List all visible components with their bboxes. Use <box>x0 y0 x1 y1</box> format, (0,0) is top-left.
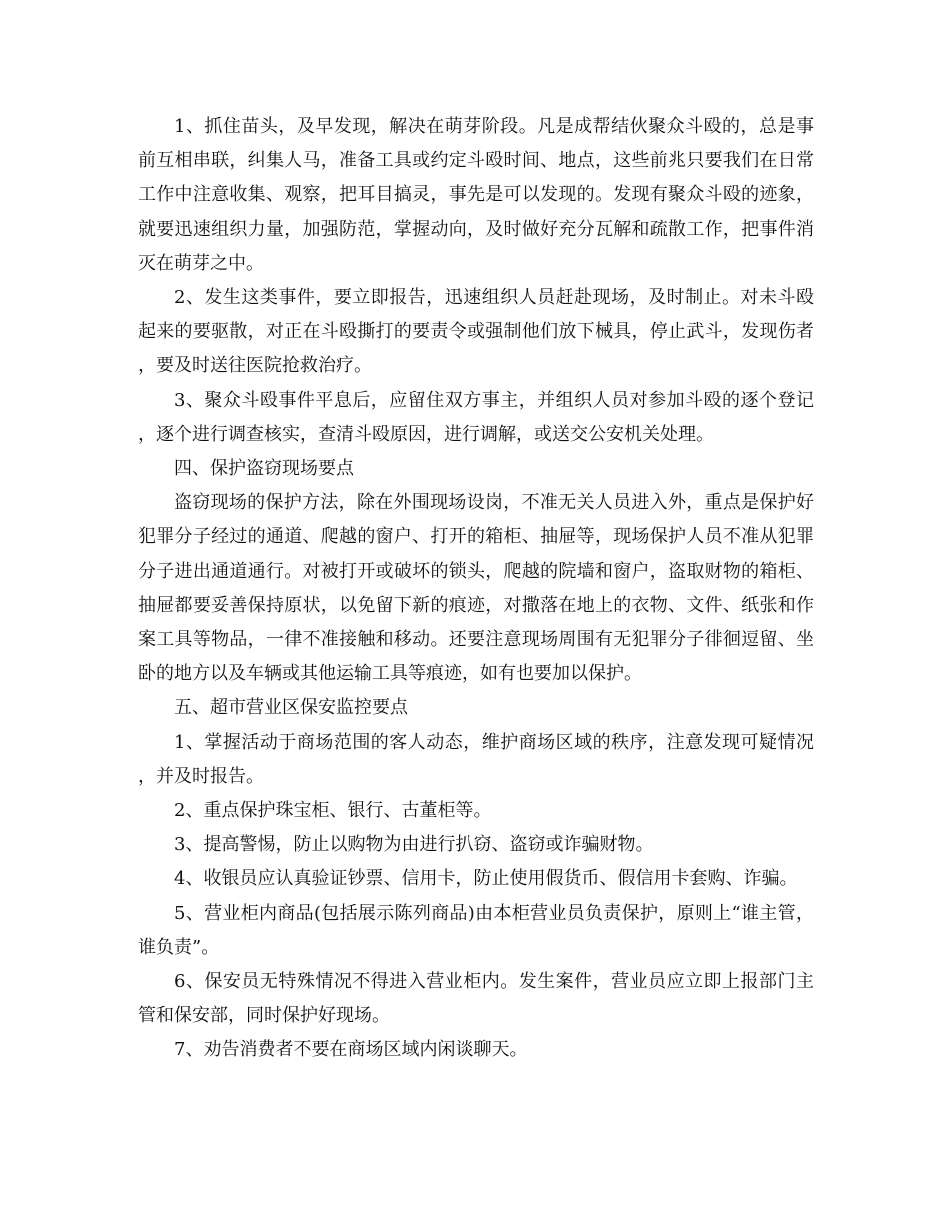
paragraph-2: 2、发生这类事件，要立即报告，迅速组织人员赶赴现场，及时制止。对未斗殴起来的要驱散，对正在斗殴撕打的要责令或强制他们放下械具，停止武斗，发现伤者，要及时送往医院抢救治疗。 <box>138 287 814 377</box>
list-item-6: 6、保安员无特殊情况不得进入营业柜内。发生案件，营业员应立即上报部门主管和保安部，同时保护好现场。 <box>138 971 814 1027</box>
list-item-7: 7、劝告消费者不要在商场区域内闲谈聊天。 <box>174 1039 528 1061</box>
document-body <box>138 110 814 1068</box>
section-heading-5: 五、超市营业区保安监控要点 <box>174 697 408 719</box>
paragraph-theft-scene: 盗窃现场的保护方法，除在外围现场设岗，不准无关人员进入外，重点是保护好犯罪分子经过的通道、爬越的窗户、打开的箱柜、抽屉等，现场保护人员不准从犯罪分子进出通道通行。对被打开或破坏的锁头，爬越的院墙和窗户，盗取财物的箱柜、抽屉都要妥善保持原状，以免留下新的痕迹，对撒落在地上的衣物、文件、纸张和作案工具等物品，一律不准接触和移动。还要注意现场周围有无犯罪分子徘徊逗留、坐卧的地方以及车辆或其他运输工具等痕迹，如有也要加以保护。 <box>138 492 814 685</box>
list-item-3: 3、提高警惕，防止以购物为由进行扒窃、盗窃或诈骗财物。 <box>174 834 654 856</box>
list-item-2: 2、重点保护珠宝柜、银行、古董柜等。 <box>174 800 492 822</box>
section-heading-4: 四、保护盗窃现场要点 <box>174 458 354 480</box>
list-item-1: 1、掌握活动于商场范围的客人动态，维护商场区域的秩序，注意发现可疑情况，并及时报告。 <box>138 731 814 787</box>
list-item-5: 5、营业柜内商品(包括展示陈列商品)由本柜营业员负责保护，原则上“谁主管，谁负责”。 <box>138 902 814 958</box>
paragraph-3: 3、聚众斗殴事件平息后，应留住双方事主，并组织人员对参加斗殴的逐个登记，逐个进行调查核实，查清斗殴原因，进行调解，或送交公安机关处理。 <box>138 389 814 445</box>
paragraph-1: 1、抓住苗头，及早发现，解决在萌芽阶段。凡是成帮结伙聚众斗殴的，总是事前互相串联，纠集人马，准备工具或约定斗殴时间、地点，这些前兆只要我们在日常工作中注意收集、观察，把耳目搞灵，事先是可以发现的。发现有聚众斗殴的迹象，就要迅速组织力量，加强防范，掌握动向，及时做好充分瓦解和疏散工作，把事件消灭在萌芽之中。 <box>138 116 814 274</box>
list-item-4: 4、收银员应认真验证钞票、信用卡，防止使用假货币、假信用卡套购、诈骗。 <box>174 868 798 890</box>
